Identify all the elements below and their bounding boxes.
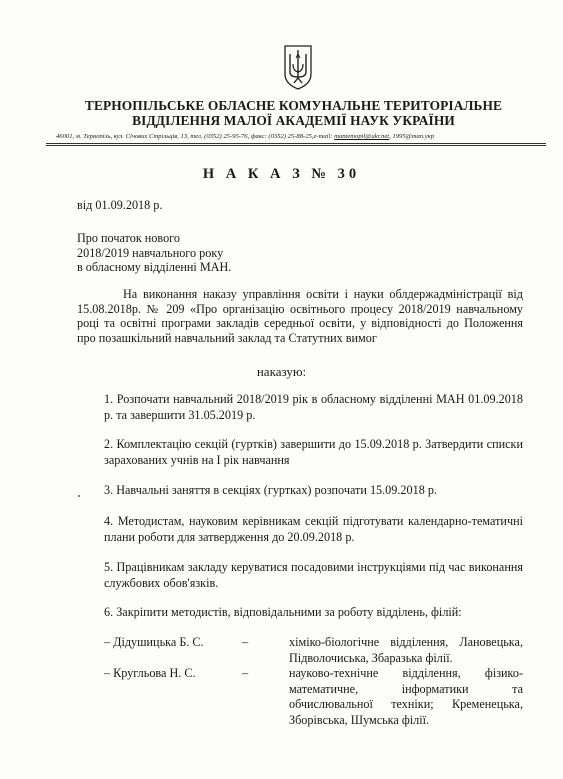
assignee-name: – Кругльова Н. С. — [104, 666, 196, 680]
header-divider-bottom — [46, 145, 546, 146]
document-title: Н А К А З № 30 — [202, 166, 361, 182]
order-item: 5. Працівникам закладу керуватися посадовими інструкціями під час виконання службових обов'язків. — [104, 560, 523, 590]
scan-speck — [78, 495, 80, 497]
order-item: 4. Методистам, науковим керівникам секцій підготувати календарно-тематичні плани роботи для затвердження до 20.09.2018 р. — [104, 514, 523, 544]
organization-name-line1: ТЕРНОПІЛЬСЬКЕ ОБЛАСНЕ КОМУНАЛЬНЕ ТЕРИТОРІАЛЬНЕ — [84, 98, 503, 113]
address-line — [56, 133, 556, 140]
order-item: 6. Закріпити методистів, відповідальними за роботу відділень, філій: — [104, 605, 462, 619]
assignment-dash: – — [242, 635, 249, 649]
assignment-text: хіміко-біологічне відділення, Лановецька, Підволочиська, Збаразька філії. — [289, 635, 523, 665]
header-divider-top — [46, 143, 546, 144]
assignment-text: науково-технічне відділення, фізико-математичне, інформатики та обчислювальної техніки; Кременецька, Зборівська, Шумська філії. — [289, 666, 523, 727]
intro-paragraph: На виконання наказу управління освіти і науки облдержадміністрації від 15.08.2018р. № 209 «Про організацію освітнього процесу 2018/2019 навчальному році та освітні програми закладів середньої освіти, у відповідності до Положення про позашкільний навчальний заклад та Статутних вимог — [77, 287, 523, 345]
subject-line: Про початок нового — [77, 231, 180, 245]
subject-line: в обласному відділенні МАН. — [77, 260, 232, 274]
assignment-dash: – — [242, 666, 249, 680]
email-link[interactable]: mantemopil@ukr.net — [334, 133, 390, 140]
document-date: від 01.09.2018 р. — [77, 198, 163, 212]
address-text: 46001, м. Тернопіль, вул. Січових Стрільців, 13, тел. (0352) 25-95-76, факс: (0352) 25-88-25, — [56, 133, 314, 140]
order-item: 3. Навчальні заняття в секціях (гуртках) розпочати 15.09.2018 р. — [104, 483, 437, 497]
assignee-name: – Дідушицька Б. С. — [104, 635, 204, 649]
address-suffix: , 1995@man.укр — [389, 133, 435, 140]
trident-coat-of-arms-icon — [283, 44, 313, 90]
order-item: 2. Комплектацію секцій (гуртків) завершити до 15.09.2018 р. Затвердити списки зарахованих учнів на І рік навчання — [104, 437, 523, 467]
email-label: e-mail: — [313, 133, 335, 140]
organization-name-line2: ВІДДІЛЕННЯ МАЛОЇ АКАДЕМІЇ НАУК УКРАЇНИ — [132, 113, 455, 128]
subject-line: 2018/2019 навчального року — [77, 245, 224, 260]
document-subject — [77, 231, 231, 275]
order-word: наказую: — [256, 364, 307, 379]
order-item: 1. Розпочати навчальний 2018/2019 рік в обласному відділенні МАН 01.09.2018 р. та завершити 31.05.2019 р. — [104, 392, 523, 422]
